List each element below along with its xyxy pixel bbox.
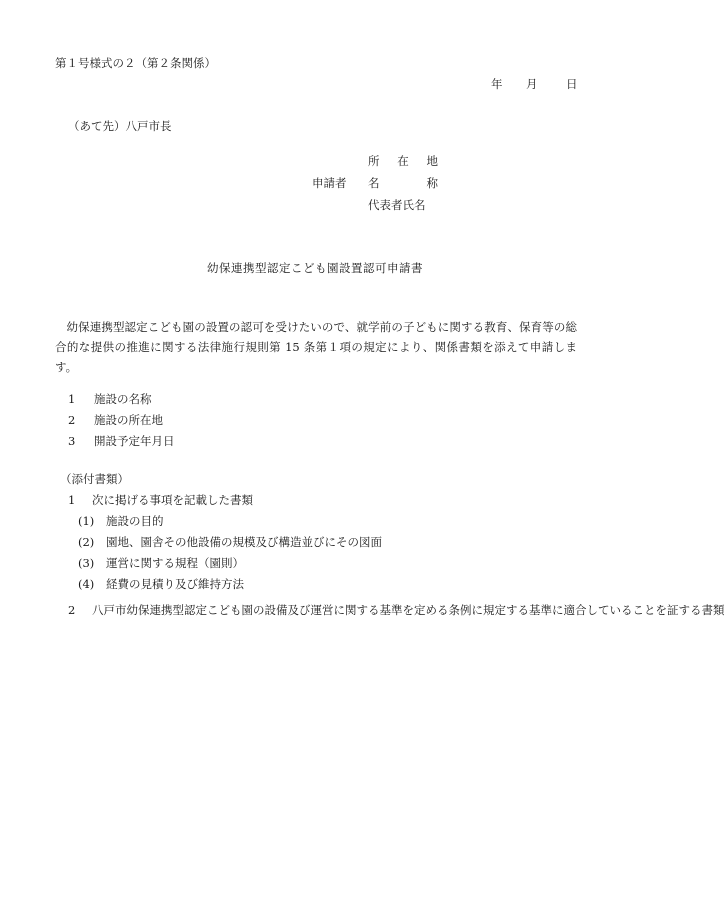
- attachment-item: [68, 600, 725, 621]
- item-number: 2: [68, 413, 76, 427]
- attachment-subitems: [78, 516, 578, 600]
- attachment-text: 八戸市幼保連携型認定こども園の設備及び運営に関する基準を定める条例に規定する基準に適合していることを証する書類: [92, 603, 725, 617]
- list-item: [78, 558, 578, 579]
- subitem-text: 園地、園舎その他設備の規模及び構造並びにその図面: [106, 535, 382, 549]
- applicant-representative-label: [368, 200, 438, 212]
- applicant-address-label: [368, 156, 438, 168]
- applicant-name-label: [368, 178, 438, 190]
- application-items-list: [68, 394, 175, 457]
- date-year-label: 年: [491, 77, 503, 91]
- date-month-label: 月: [526, 77, 538, 91]
- list-item: [78, 537, 578, 558]
- list-item: [68, 415, 175, 436]
- attachment-text: 次に掲げる事項を記載した書類: [92, 493, 253, 507]
- subitem-number: (3): [78, 556, 95, 570]
- item-text: 施設の名称: [94, 392, 152, 406]
- applicant-label: 申請者: [312, 176, 347, 190]
- list-item: [78, 579, 578, 600]
- address-char: 所: [368, 154, 380, 168]
- list-item: [78, 516, 578, 537]
- subitem-text: 施設の目的: [106, 514, 164, 528]
- list-item: [68, 394, 175, 415]
- date-day-label: 日: [566, 77, 578, 91]
- item-text: 施設の所在地: [94, 413, 163, 427]
- attachments-list: [68, 493, 725, 621]
- item-number: 3: [68, 434, 76, 448]
- representative-text: 代表者氏名: [368, 198, 426, 212]
- subitem-text: 運営に関する規程（園則）: [106, 556, 244, 570]
- list-item: [68, 436, 175, 457]
- document-title: 幼保連携型認定こども園設置認可申請書: [207, 261, 423, 275]
- item-number: 1: [68, 392, 76, 406]
- subitem-text: 経費の見積り及び維持方法: [106, 577, 244, 591]
- addressee: （あて先）八戸市長: [68, 119, 172, 133]
- date-line: [491, 79, 576, 93]
- subitem-number: (2): [78, 535, 95, 549]
- subitem-number: (1): [78, 514, 95, 528]
- attachment-number: 1: [68, 493, 76, 507]
- name-char: 名: [368, 176, 380, 190]
- attachments-heading: （添付書類）: [60, 472, 129, 486]
- applicant-block: [312, 156, 452, 216]
- item-text: 開設予定年月日: [94, 434, 175, 448]
- address-char: 在: [397, 154, 409, 168]
- subitem-number: (4): [78, 577, 95, 591]
- form-number: 第１号様式の２（第２条関係）: [55, 56, 216, 70]
- address-char: 地: [426, 154, 438, 168]
- name-char: 称: [426, 176, 438, 190]
- attachment-item: [68, 495, 578, 516]
- body-paragraph: 幼保連携型認定こども園の設置の認可を受けたいので、就学前の子どもに関する教育、保育等の総合的な提供の推進に関する法律施行規則第 15 条第１項の規定により、関係書類を添えて申請します。: [55, 320, 577, 374]
- attachment-number: 2: [68, 603, 76, 617]
